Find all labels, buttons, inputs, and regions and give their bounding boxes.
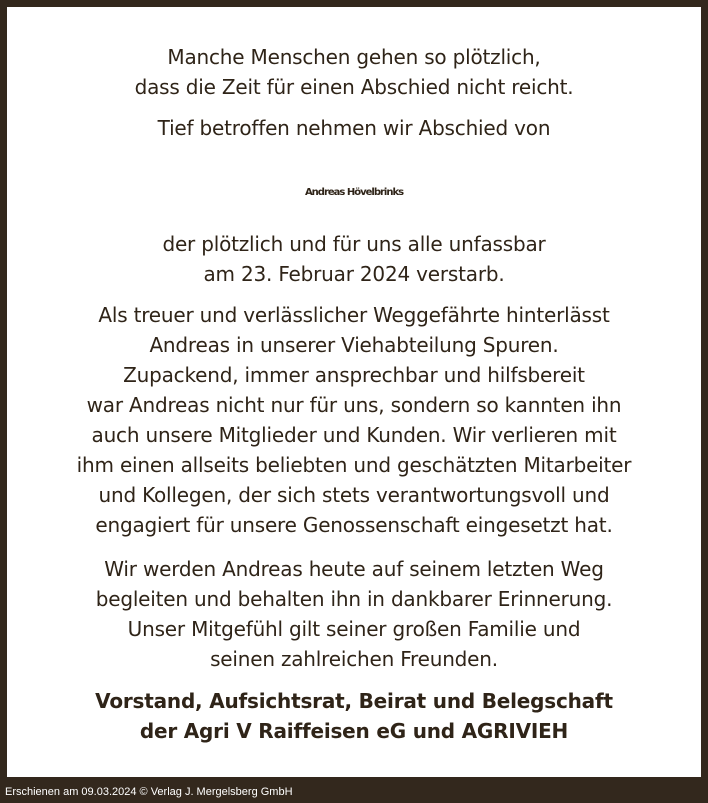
tribute-line: war Andreas nicht nur für uns, sondern so kannten ihn xyxy=(86,393,622,417)
intro-verse xyxy=(7,42,701,102)
tribute-line: ihm einen allseits beliebten und geschätzten Mitarbeiter xyxy=(76,453,632,477)
death-line: der plötzlich und für uns alle unfassbar xyxy=(162,232,546,256)
closing-paragraph xyxy=(7,554,701,674)
tribute-line: engagiert für unsere Genossenschaft eingesetzt hat. xyxy=(95,513,613,537)
tribute-line: auch unsere Mitglieder und Kunden. Wir verlieren mit xyxy=(91,423,617,447)
death-notice xyxy=(7,229,701,289)
death-line: am 23. Februar 2024 verstarb. xyxy=(203,262,505,286)
closing-line: begleiten und behalten ihn in dankbarer Erinnerung. xyxy=(95,587,613,611)
tribute-line: und Kollegen, der sich stets verantwortungsvoll und xyxy=(98,483,610,507)
signature-block xyxy=(7,686,701,746)
intro-line: dass die Zeit für einen Abschied nicht reicht. xyxy=(134,75,574,99)
tribute-line: Andreas in unserer Viehabteilung Spuren. xyxy=(149,333,559,357)
publication-footer: Erschienen am 09.03.2024 © Verlag J. Mergelsberg GmbH xyxy=(5,786,293,798)
signature-line: Vorstand, Aufsichtsrat, Beirat und Belegschaft xyxy=(95,689,613,713)
tribute-line: Als treuer und verlässlicher Weggefährte hinterlässt xyxy=(98,303,610,327)
deceased-name: Andreas Hövelbrinks xyxy=(304,187,404,198)
farewell-line: Tief betroffen nehmen wir Abschied von xyxy=(157,116,551,140)
farewell-text xyxy=(7,113,701,143)
signature-line: der Agri V Raiffeisen eG und AGRIVIEH xyxy=(139,719,569,743)
intro-line: Manche Menschen gehen so plötzlich, xyxy=(167,45,541,69)
tribute-line: Zupackend, immer ansprechbar und hilfsbereit xyxy=(123,363,585,387)
obituary-notice xyxy=(7,7,701,777)
tribute-paragraph xyxy=(7,300,701,540)
closing-line: seinen zahlreichen Freunden. xyxy=(210,647,498,671)
closing-line: Unser Mitgefühl gilt seiner großen Familie und xyxy=(127,617,581,641)
closing-line: Wir werden Andreas heute auf seinem letzten Weg xyxy=(104,557,604,581)
